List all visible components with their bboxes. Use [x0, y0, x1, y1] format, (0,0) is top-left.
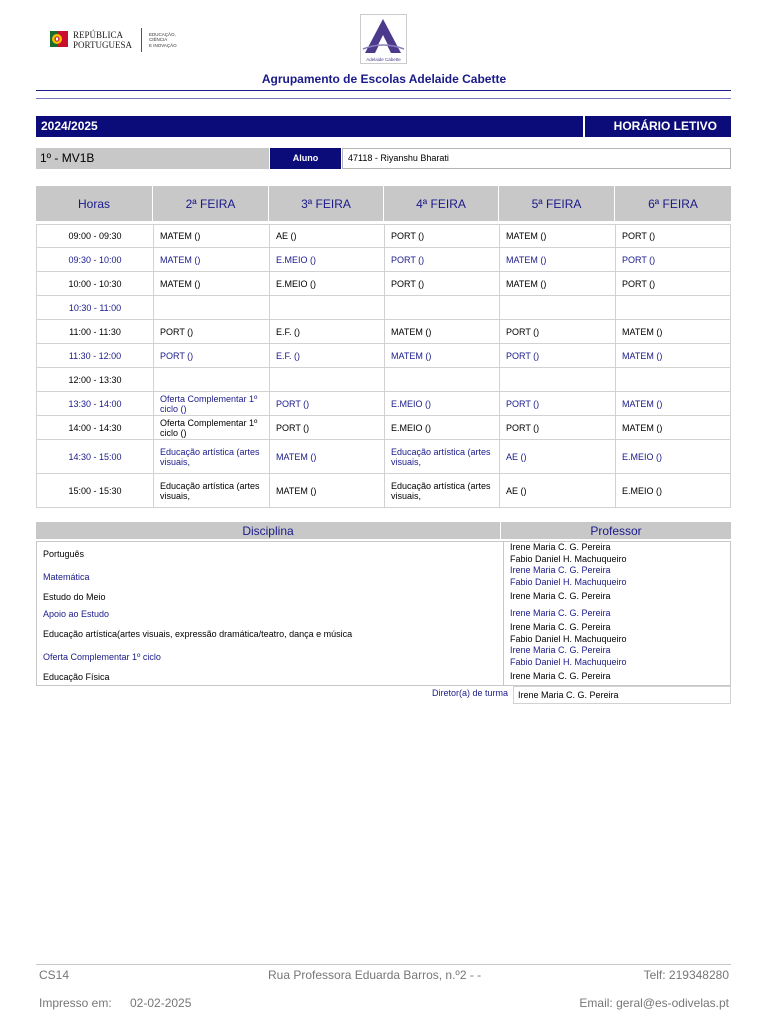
discipline-row [37, 668, 730, 685]
schedule-row [36, 272, 731, 296]
time-slot: 09:00 - 09:30 [36, 225, 153, 247]
teacher-name: Irene Maria C. G. Pereira [510, 670, 611, 681]
school-logo-text: Adelaide Cabette [366, 57, 401, 62]
schedule-body [36, 224, 731, 508]
lesson-cell-tuesday: E.F. () [269, 320, 384, 343]
discipline-row [37, 588, 730, 605]
schedule-row [36, 248, 731, 272]
disciplines-table [36, 541, 731, 686]
schedule-header-row [36, 186, 731, 221]
lesson-cell-tuesday: MATEM () [269, 474, 384, 507]
discipline-teachers [503, 622, 730, 645]
lesson-cell-friday: MATEM () [615, 344, 731, 367]
discipline-row [37, 645, 730, 668]
lesson-cell-monday: MATEM () [153, 272, 269, 295]
lesson-cell-monday: Oferta Complementar 1º ciclo () [153, 416, 269, 439]
lesson-cell-tuesday: E.MEIO () [269, 272, 384, 295]
lesson-cell-tuesday: E.F. () [269, 344, 384, 367]
lesson-cell-friday: PORT () [615, 272, 731, 295]
lesson-cell-wednesday: E.MEIO () [384, 392, 499, 415]
time-slot: 13:30 - 14:00 [36, 392, 153, 415]
teacher-name: Fabio Daniel H. Machuqueiro [510, 633, 627, 644]
lesson-cell-thursday: MATEM () [499, 272, 615, 295]
lesson-cell-friday: PORT () [615, 248, 731, 271]
time-slot: 11:00 - 11:30 [36, 320, 153, 343]
lesson-cell-tuesday: PORT () [269, 392, 384, 415]
student-label: Aluno [270, 148, 341, 169]
teacher-name: Irene Maria C. G. Pereira [510, 607, 611, 618]
lesson-cell-monday: MATEM () [153, 225, 269, 247]
time-slot: 10:30 - 11:00 [36, 296, 153, 319]
lesson-cell-friday: MATEM () [615, 416, 731, 439]
discipline-row [37, 605, 730, 622]
republica-text [73, 30, 132, 50]
discipline-teachers [503, 542, 730, 565]
time-slot: 14:00 - 14:30 [36, 416, 153, 439]
discipline-name: Educação artística(artes visuais, expressão dramática/teatro, dança e música [43, 628, 353, 639]
discipline-name: Matemática [43, 571, 90, 582]
lesson-cell-thursday: MATEM () [499, 225, 615, 247]
lesson-cell-thursday: PORT () [499, 344, 615, 367]
lesson-cell-thursday: MATEM () [499, 248, 615, 271]
lesson-cell-tuesday [269, 368, 384, 391]
ministry-text [149, 32, 195, 49]
lesson-cell-wednesday: PORT () [384, 225, 499, 247]
schedule-row [36, 368, 731, 392]
lesson-cell-friday: PORT () [615, 225, 731, 247]
lesson-cell-tuesday: PORT () [269, 416, 384, 439]
header-friday: 6ª FEIRA [615, 186, 731, 221]
lesson-cell-friday: E.MEIO () [615, 440, 731, 473]
header-monday: 2ª FEIRA [153, 186, 269, 221]
ministry-line2: E INOVAÇÃO [148, 42, 177, 48]
schedule-table [36, 186, 731, 508]
republica-portuguesa-logo [50, 26, 195, 54]
lesson-cell-wednesday: PORT () [384, 272, 499, 295]
footer-printed-date: 02-02-2025 [130, 996, 192, 1010]
school-year: 2024/2025 [36, 116, 583, 137]
lesson-cell-monday: MATEM () [153, 248, 269, 271]
schedule-row [36, 474, 731, 508]
schedule-row [36, 392, 731, 416]
footer-phone: Telf: 219348280 [643, 968, 729, 982]
discipline-row [37, 565, 730, 588]
teacher-name: Irene Maria C. G. Pereira [510, 542, 611, 553]
teacher-name: Fabio Daniel H. Machuqueiro [510, 656, 627, 667]
lesson-cell-friday: MATEM () [615, 392, 731, 415]
footer-email: Email: geral@es-odivelas.pt [579, 996, 729, 1010]
discipline-name: Estudo do Meio [43, 591, 106, 602]
coat-of-arms-icon [50, 29, 68, 51]
lesson-cell-wednesday: MATEM () [384, 344, 499, 367]
schedule-row [36, 440, 731, 474]
disciplines-header [36, 522, 731, 539]
discipline-name: Educação Física [43, 671, 110, 682]
discipline-teachers [503, 565, 730, 588]
footer-address: Rua Professora Eduarda Barros, n.º2 - - [268, 968, 482, 982]
lesson-cell-monday: Oferta Complementar 1º ciclo () [153, 392, 269, 415]
lesson-cell-monday: Educação artística (artes visuais, [153, 474, 269, 507]
header-discipline: Disciplina [36, 522, 501, 539]
lesson-cell-monday: Educação artística (artes visuais, [153, 440, 269, 473]
schedule-row [36, 320, 731, 344]
header-tuesday: 3ª FEIRA [269, 186, 384, 221]
schedule-title: HORÁRIO LETIVO [585, 116, 731, 137]
ministry-line1: EDUCAÇÃO, CIÊNCIA [148, 31, 176, 43]
discipline-teachers [503, 588, 730, 605]
header-hours: Horas [36, 186, 153, 221]
header-rule-secondary [36, 98, 731, 99]
lesson-cell-thursday: AE () [499, 474, 615, 507]
teacher-name: Irene Maria C. G. Pereira [510, 565, 611, 576]
teacher-name: Irene Maria C. G. Pereira [510, 590, 611, 601]
school-logo [360, 14, 407, 64]
header-rule [36, 90, 731, 91]
discipline-teachers [503, 605, 730, 622]
discipline-row [37, 542, 730, 565]
lesson-cell-thursday: PORT () [499, 392, 615, 415]
lesson-cell-thursday: PORT () [499, 320, 615, 343]
republica-line1: REPÚBLICA [73, 30, 124, 40]
schedule-row [36, 225, 731, 248]
lesson-cell-wednesday: Educação artística (artes visuais, [384, 474, 499, 507]
time-slot: 14:30 - 15:00 [36, 440, 153, 473]
lesson-cell-monday: PORT () [153, 344, 269, 367]
lesson-cell-monday [153, 368, 269, 391]
lesson-cell-thursday [499, 368, 615, 391]
time-slot: 10:00 - 10:30 [36, 272, 153, 295]
lesson-cell-wednesday: PORT () [384, 248, 499, 271]
footer-rule [36, 964, 731, 965]
footer-printed-label: Impresso em: [39, 996, 112, 1010]
discipline-name: Português [43, 548, 85, 559]
lesson-cell-friday [615, 296, 731, 319]
school-a-logo-icon [361, 15, 406, 57]
lesson-cell-wednesday: E.MEIO () [384, 416, 499, 439]
time-slot: 11:30 - 12:00 [36, 344, 153, 367]
lesson-cell-thursday [499, 296, 615, 319]
header-wednesday: 4ª FEIRA [384, 186, 499, 221]
time-slot: 12:00 - 13:30 [36, 368, 153, 391]
lesson-cell-thursday: PORT () [499, 416, 615, 439]
lesson-cell-friday [615, 368, 731, 391]
discipline-name: Apoio ao Estudo [43, 608, 110, 619]
lesson-cell-thursday: AE () [499, 440, 615, 473]
teacher-name: Irene Maria C. G. Pereira [510, 645, 611, 656]
class-name: 1º - MV1B [36, 148, 269, 169]
lesson-cell-tuesday: MATEM () [269, 440, 384, 473]
discipline-name: Oferta Complementar 1º ciclo [43, 651, 161, 662]
lesson-cell-tuesday: E.MEIO () [269, 248, 384, 271]
lesson-cell-monday: PORT () [153, 320, 269, 343]
republica-line2: PORTUGUESA [73, 40, 132, 50]
lesson-cell-wednesday [384, 368, 499, 391]
lesson-cell-tuesday: AE () [269, 225, 384, 247]
header-thursday: 5ª FEIRA [499, 186, 615, 221]
schedule-row [36, 416, 731, 440]
lesson-cell-wednesday [384, 296, 499, 319]
lesson-cell-friday: E.MEIO () [615, 474, 731, 507]
lesson-cell-wednesday: Educação artística (artes visuais, [384, 440, 499, 473]
director-value: Irene Maria C. G. Pereira [513, 686, 731, 704]
school-name: Agrupamento de Escolas Adelaide Cabette [261, 72, 507, 86]
teacher-name: Fabio Daniel H. Machuqueiro [510, 576, 627, 587]
teacher-name: Irene Maria C. G. Pereira [510, 622, 611, 633]
lesson-cell-monday [153, 296, 269, 319]
teacher-name: Fabio Daniel H. Machuqueiro [510, 553, 627, 564]
discipline-teachers [503, 645, 730, 668]
student-value: 47118 - Riyanshu Bharati [342, 148, 731, 169]
lesson-cell-friday: MATEM () [615, 320, 731, 343]
time-slot: 15:00 - 15:30 [36, 474, 153, 507]
schedule-row [36, 344, 731, 368]
director-label: Diretor(a) de turma [431, 688, 508, 698]
schedule-row [36, 296, 731, 320]
lesson-cell-wednesday: MATEM () [384, 320, 499, 343]
logo-divider [141, 28, 142, 52]
footer-code: CS14 [39, 968, 70, 982]
header-teacher: Professor [501, 522, 731, 539]
discipline-row [37, 622, 730, 645]
discipline-teachers [503, 668, 730, 685]
time-slot: 09:30 - 10:00 [36, 248, 153, 271]
lesson-cell-tuesday [269, 296, 384, 319]
